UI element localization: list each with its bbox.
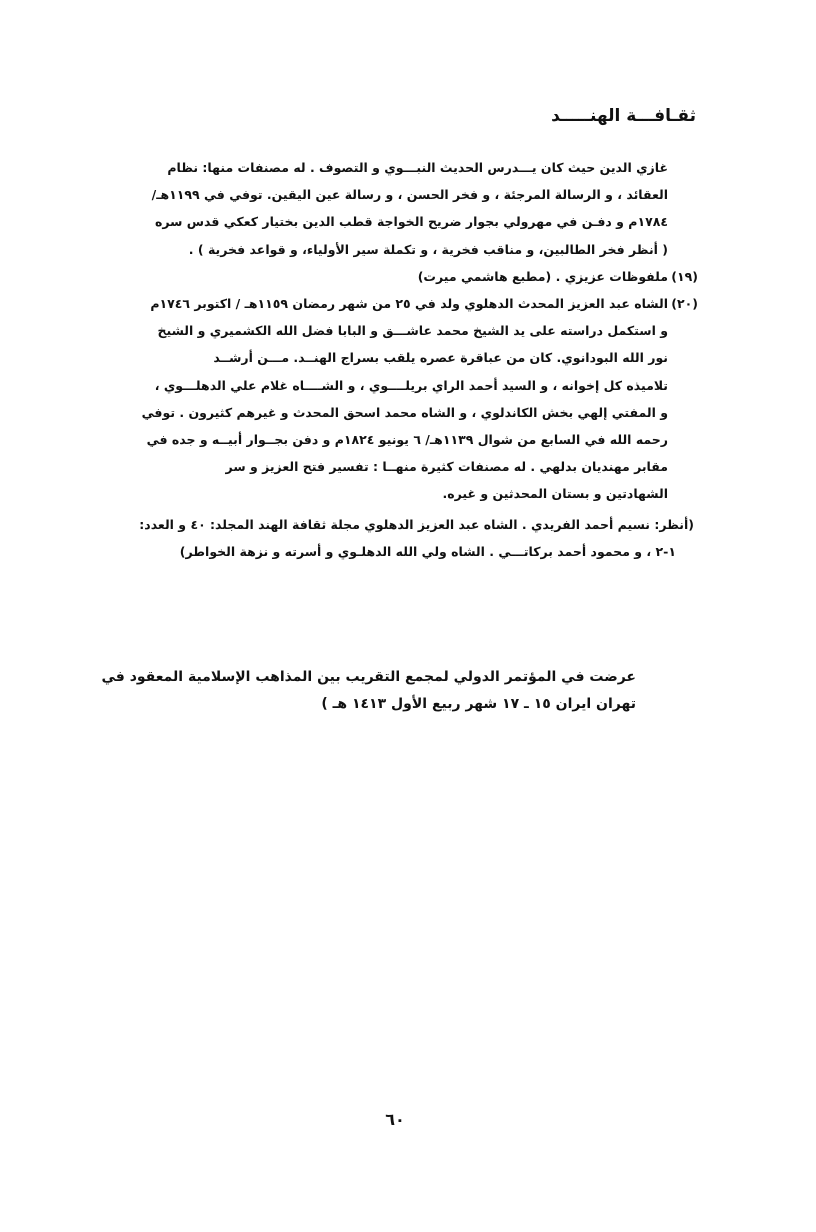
reference-line: (أنظر: نسيم أحمد الفريدي . الشاه عبد العزيز الدهلوي مجلة ثقافة الهند المجلد: ٤٠ و العدد:	[139, 517, 694, 532]
body-line: العقائد ، و الرسالة المرجئة ، و فخر الحسن ، و رسالة عين اليقين. توفي في ١١٩٩هـ/	[151, 187, 668, 203]
footnote-line: تلاميذه كل إخوانه ، و السيد أحمد الراي بريلــــوي ، و الشــــاه غلام علي الدهلـــوي ،	[154, 377, 668, 393]
conference-line: تهران ايران ١٥ ـ ١٧ شهر ربيع الأول ١٤١٣ هـ )	[321, 696, 636, 712]
footnote-number: (١٩)	[671, 269, 698, 284]
reference-line: ١-٢ ، و محمود أحمد بركاتـــي . الشاه ولي الله الدهلـوي و أسرته و نزهة الخواطر)	[179, 544, 676, 560]
footnote-line: و استكمل دراسته على يد الشيخ محمد عاشـــق و البابا فضل الله الكشميري و الشيخ	[157, 323, 668, 339]
footnote-line: مقابر مهنديان بدلهي . له مصنفات كثيرة منهــا : تفسير فتح العزيز و سر	[225, 459, 668, 475]
body-line: غازي الدين حيث كان يـــدرس الحديث النبـــوي و التصوف . له مصنفات منها: نظام	[167, 160, 668, 175]
footnote-20	[138, 290, 698, 508]
footnote-line: نور الله البودانوي. كان من عباقرة عصره يلقب بسراج الهنــد. مـــن أرشــد	[213, 350, 668, 366]
page-number: ٦٠	[385, 1110, 405, 1129]
body-paragraph	[151, 154, 668, 263]
footnote-line: و المفتي إلهي بخش الكاندلوي ، و الشاه محمد اسحق المحدث و غيرهم كثيرون . توفي	[141, 404, 668, 420]
footnote-line: رحمه الله في السابع من شوال ١١٣٩هـ/ ٦ يونيو ١٨٢٤م و دفن بجــوار أبيــه و جده في	[146, 432, 668, 448]
body-line: ١٧٨٤م و دفـن في مهرولي بجوار ضريح الخواجة قطب الدين بختيار كعكي قدس سره	[154, 214, 668, 230]
footnote-number: (٢٠)	[671, 296, 698, 311]
conference-line: عرضت في المؤتمر الدولي لمجمع التقريب بين المذاهب الإسلامية المعقود في	[101, 669, 636, 685]
footnote-line: الشاه عبد العزيز المحدث الدهلوي ولد في ٢٥ من شهر رمضان ١١٥٩هـ / اكتوبر ١٧٤٦م	[150, 296, 668, 311]
footnote-content	[138, 290, 668, 508]
footnote-line: ملفوظات عزيزي . (مطبع هاشمي ميرت)	[417, 269, 668, 284]
conference-note	[101, 664, 636, 718]
footnote-19	[138, 263, 698, 290]
body-line: ( أنظر فخر الطالبين، و مناقب فخرية ، و تكملة سير الأولياء، و قواعد فخرية ) .	[188, 241, 668, 257]
running-header: ثقـافـــة الهنـــــد	[551, 106, 696, 126]
reference-note	[134, 511, 694, 565]
footnote-line: الشهادتين و بستان المحدثين و غيره.	[442, 486, 668, 502]
footnote-content	[138, 263, 668, 290]
